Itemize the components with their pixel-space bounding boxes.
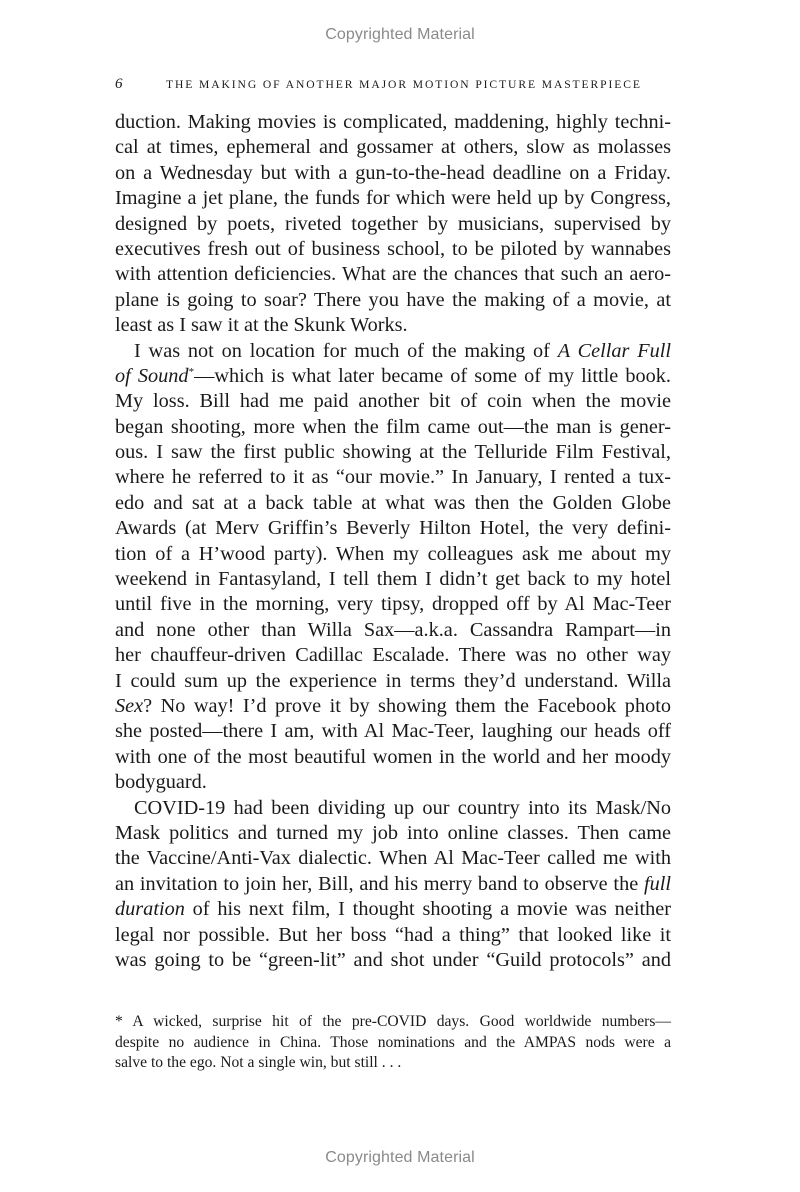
footnote-line: * A wicked, surprise hit of the pre-COVID days. Good worldwide numbers—: [115, 1013, 671, 1030]
footnote-line: salve to the ego. Not a single win, but still . . .: [115, 1054, 402, 1071]
text-line: My loss. Bill had me paid another bit of coin when the movie: [115, 390, 671, 413]
text-line: weekend in Fantasyland, I tell them I didn’t get back to my hotel: [115, 568, 671, 591]
emphasis-text: full: [643, 872, 671, 895]
text-segment: an invitation to join her, Bill, and his merry band to observe the: [115, 872, 644, 895]
footnote-marker: *: [188, 365, 195, 378]
text-line: with attention deficiencies. What are the chances that such an aero-: [115, 263, 671, 286]
text-line: ous. I saw the first public showing at the Telluride Film Festival,: [115, 441, 671, 464]
page-number: 6: [115, 76, 123, 92]
text-line: I could sum up the experience in terms they’d understand. Willa: [115, 669, 671, 692]
text-line: [115, 339, 671, 364]
text-line: designed by poets, riveted together by musicians, supervised by: [115, 212, 671, 235]
text-line: [115, 364, 671, 389]
text-line: her chauffeur-driven Cadillac Escalade. There was no other way: [115, 644, 671, 667]
running-head-title: THE MAKING OF ANOTHER MAJOR MOTION PICTURE MASTERPIECE: [166, 78, 642, 91]
text-line: where he referred to it as “our movie.” In January, I rented a tux-: [115, 466, 671, 489]
text-line: edo and sat at a back table at what was then the Golden Globe: [115, 491, 671, 514]
text-segment: of his next film, I thought shooting a movie was neither: [184, 898, 671, 921]
text-line: was going to be “green-lit” and shot under “Guild protocols” and: [115, 948, 671, 971]
paragraph-1: [115, 110, 671, 339]
text-line: legal nor possible. But her boss “had a thing” that looked like it: [115, 923, 671, 946]
text-line: and none other than Willa Sax—a.k.a. Cassandra Rampart—in: [115, 618, 671, 641]
text-line: with one of the most beautiful women in the world and her moody: [115, 745, 671, 768]
footnote-line: despite no audience in China. Those nominations and the AMPAS nods were a: [115, 1033, 671, 1051]
text-segment: ? No way! I’d prove it by showing them the Facebook photo: [143, 694, 671, 717]
emphasis-text: duration: [115, 898, 185, 921]
paragraph-3: [115, 796, 671, 974]
text-line: executives fresh out of business school, to be piloted by wannabes: [115, 237, 671, 260]
text-line: Mask politics and turned my job into online classes. Then came: [115, 821, 671, 844]
paragraph-2: [115, 339, 671, 796]
watermark-bottom: Copyrighted Material: [325, 1149, 475, 1166]
film-title: of Sound: [115, 364, 189, 387]
footnote: [115, 1012, 671, 1074]
emphasis-text: Sex: [115, 694, 144, 717]
text-line: began shooting, more when the film came out—the man is gener-: [115, 415, 671, 438]
text-line: Imagine a jet plane, the funds for which were held up by Congress,: [115, 187, 671, 210]
running-head: [115, 76, 675, 96]
watermark-top: Copyrighted Material: [325, 26, 475, 43]
text-line: [115, 872, 671, 897]
text-line: bodyguard.: [115, 771, 207, 794]
text-line: least as I saw it at the Skunk Works.: [115, 314, 408, 337]
text-line: Awards (at Merv Griffin’s Beverly Hilton Hotel, the very defini-: [115, 517, 671, 540]
text-line: duction. Making movies is complicated, maddening, highly techni-: [115, 111, 671, 133]
text-line: the Vaccine/Anti-Vax dialectic. When Al Mac-Teer called me with: [115, 847, 671, 870]
text-line: until five in the morning, very tipsy, dropped off by Al Mac-Teer: [115, 593, 671, 616]
text-line: tion of a H’wood party). When my colleagues ask me about my: [115, 542, 671, 565]
text-segment: I was not on location for much of the making of: [134, 339, 558, 362]
text-line: [115, 897, 671, 922]
text-line: COVID-19 had been dividing up our country into its Mask/No: [134, 796, 671, 819]
text-line: [115, 694, 671, 719]
text-line: cal at times, ephemeral and gossamer at others, slow as molasses: [115, 136, 671, 159]
text-segment: —which is what later became of some of my little book.: [194, 364, 671, 387]
text-line: plane is going to soar? There you have the making of a movie, at: [115, 288, 671, 311]
body-text: [115, 110, 671, 973]
text-line: she posted—there I am, with Al Mac-Teer, laughing our heads off: [115, 720, 671, 743]
text-line: on a Wednesday but with a gun-to-the-head deadline on a Friday.: [115, 161, 671, 184]
film-title: A Cellar Full: [557, 339, 672, 362]
